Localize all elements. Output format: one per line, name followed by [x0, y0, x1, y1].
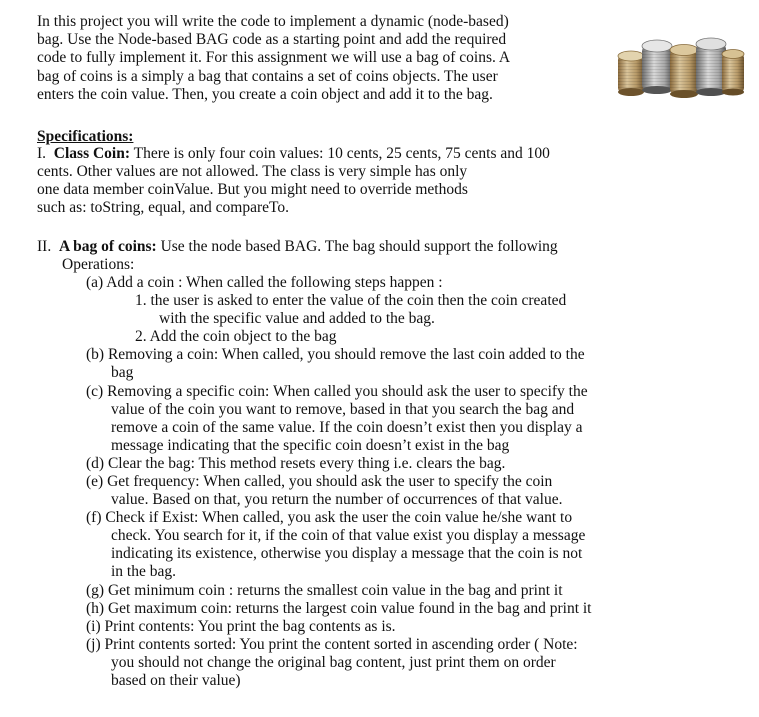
class-coin-text: There is only four coin values: 10 cents, 25 cents, 75 cents and 100: [130, 145, 550, 162]
class-coin-line-4: such as: toString, equal, and compareTo.: [37, 199, 290, 216]
class-coin-line-1: [37, 145, 550, 162]
class-coin-line-3: one data member coinValue. But you might need to override methods: [37, 181, 468, 198]
item-j: (j) Print contents sorted: You print the content sorted in ascending order ( Note:: [86, 636, 578, 653]
item-b-cont: bag: [111, 364, 134, 381]
intro-line-1: In this project you will write the code to implement a dynamic (node-based): [37, 13, 509, 30]
bag-line-1: [37, 238, 558, 255]
item-f-cont-3: in the bag.: [111, 563, 176, 580]
bag-label: A bag of coins:: [58, 238, 157, 255]
item-c-cont-1: value of the coin you want to remove, based in that you search the bag and: [111, 401, 575, 418]
item-d: (d) Clear the bag: This method resets every thing i.e. clears the bag.: [86, 455, 506, 472]
bag-number: II.: [37, 238, 52, 255]
item-a-step-1-cont: with the specific value and added to the bag.: [159, 310, 435, 327]
item-a-step-1: 1. the user is asked to enter the value of the coin then the coin created: [135, 292, 567, 309]
item-a-step-2: 2. Add the coin object to the bag: [135, 328, 337, 345]
class-coin-number: I.: [37, 145, 47, 162]
item-f-cont-2: indicating its existence, otherwise you display a message that the coin is not: [111, 545, 583, 562]
item-f: (f) Check if Exist: When called, you ask the user the coin value he/she want to: [86, 509, 573, 526]
class-coin-line-2: cents. Other values are not allowed. The class is very simple has only: [37, 163, 468, 180]
item-a: (a) Add a coin : When called the following steps happen :: [86, 274, 443, 291]
class-coin-label: Class Coin:: [53, 145, 131, 162]
item-c: (c) Removing a specific coin: When called you should ask the user to specify the: [86, 383, 588, 400]
item-j-cont-1: you should not change the original bag content, just print them on order: [111, 654, 556, 671]
operations-label: Operations:: [62, 256, 135, 273]
intro-line-2: bag. Use the Node-based BAG code as a starting point and add the required: [37, 31, 507, 48]
intro-line-4: bag of coins is a simply a bag that contains a set of coins objects. The user: [37, 68, 498, 85]
specifications-heading: Specifications:: [37, 128, 134, 145]
bag-text: Use the node based BAG. The bag should support the following: [156, 238, 558, 255]
coins-image: [612, 36, 748, 100]
item-e: (e) Get frequency: When called, you should ask the user to specify the coin: [86, 473, 553, 490]
item-i: (i) Print contents: You print the bag contents as is.: [86, 618, 396, 635]
item-b: (b) Removing a coin: When called, you should remove the last coin added to the: [86, 346, 585, 363]
item-h: (h) Get maximum coin: returns the largest coin value found in the bag and print it: [86, 600, 592, 617]
item-j-cont-2: based on their value): [111, 672, 241, 689]
item-c-cont-2: remove a coin of the same value. If the coin doesn’t exist then you display a: [111, 419, 583, 436]
intro-line-5: enters the coin value. Then, you create a coin object and add it to the bag.: [37, 86, 493, 103]
item-f-cont-1: check. You search for it, if the coin of that value exist you display a message: [111, 527, 586, 544]
item-e-cont: value. Based on that, you return the number of occurrences of that value.: [111, 491, 563, 508]
item-c-cont-3: message indicating that the specific coin doesn’t exist in the bag: [111, 437, 510, 454]
item-g: (g) Get minimum coin : returns the smallest coin value in the bag and print it: [86, 582, 563, 599]
intro-line-3: code to fully implement it. For this assignment we will use a bag of coins. A: [37, 49, 511, 66]
